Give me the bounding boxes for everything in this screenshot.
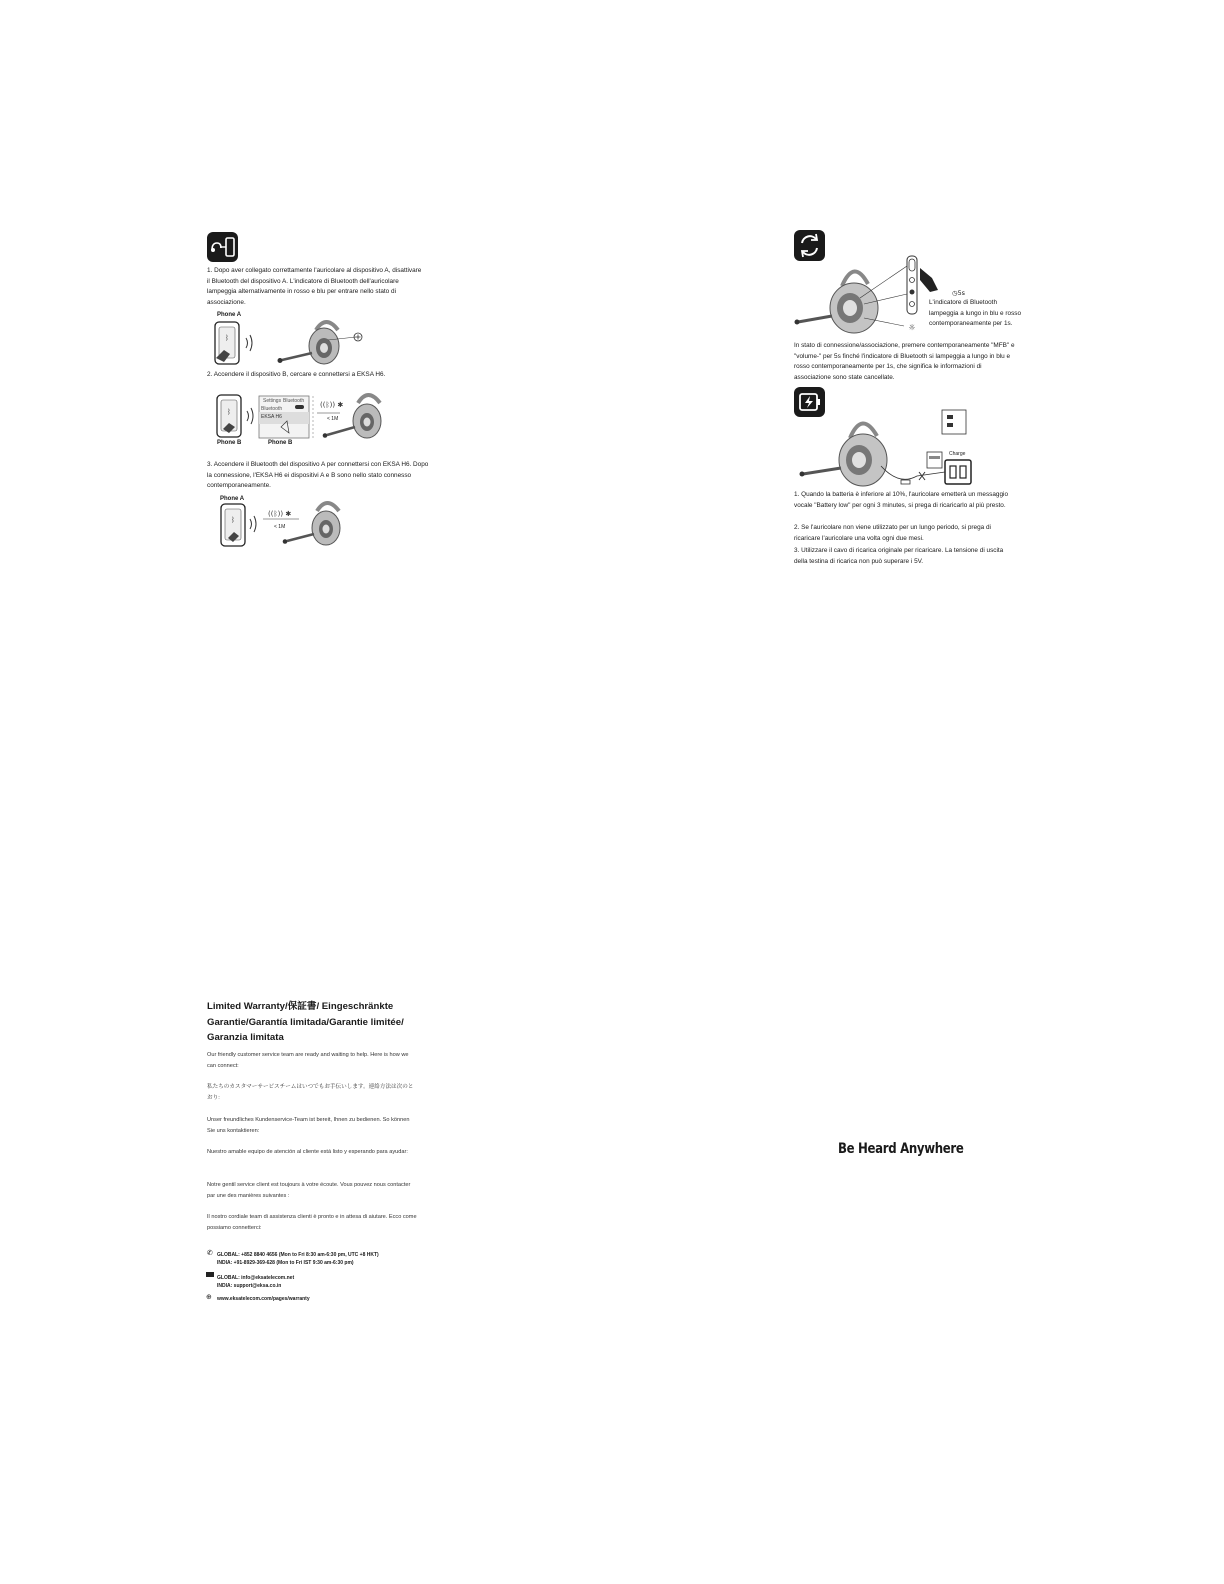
phone-icon: ✆: [207, 1249, 213, 1257]
email-icon: [206, 1272, 214, 1277]
bluetooth-toggle-label: Bluetooth: [261, 406, 283, 412]
svg-text:ᛒ: ᛒ: [230, 516, 236, 524]
pairing-step-1: 1. Dopo aver collegato correttamente l'auricolare al dispositivo A, disattivare il Bluetooth del dispositivo A. L'indicatore di Bluetooth dell'auricolare lampeggia alternativamente in rosso e blu per entrare nello stato di associazione.: [207, 267, 422, 306]
hold-duration-label: ◷5s: [952, 289, 965, 297]
svg-text:ᛒ: ᛒ: [224, 334, 230, 342]
phone-b-illustration: [215, 393, 395, 447]
charging-note-3: 3. Utilizzare il cavo di ricarica originale per ricaricare. La tensione di uscita della testina di ricarica non può superare i 5V.: [794, 547, 1004, 565]
warranty-text-en: Our friendly customer service team are ready and waiting to help. Here is how we can connect:: [207, 1052, 409, 1069]
email-global[interactable]: GLOBAL: info@eksatelecom.net: [217, 1275, 295, 1281]
email-india[interactable]: INDIA: support@eksa.co.in: [217, 1283, 282, 1289]
charging-illustration: [795, 410, 975, 490]
device-list-entry: EKSA H6: [261, 414, 282, 420]
pairing-step-2: 2. Accendere il dispositivo B, cercare e connettersi a EKSA H6.: [207, 371, 386, 378]
settings-label: Settings: [263, 398, 282, 404]
globe-icon: ⊕: [206, 1293, 212, 1301]
warranty-text-de: Unser freundliches Kundenservice-Team ist bereit, Ihnen zu bedienen. So können Sie uns kontaktieren:: [207, 1117, 410, 1134]
reset-paragraph: In stato di connessione/associazione, premere contemporaneamente "MFB" e "volume-" per 5s finché l'indicatore di Bluetooth si lampeggia a lungo in blu e rosso contemporaneamente per 1s, che significa le informazioni di associazione sono state cancellate.: [794, 342, 1015, 381]
svg-text:ᛒ: ᛒ: [226, 408, 232, 416]
charge-label: Charge: [949, 451, 966, 457]
phone-a-label: Phone A: [217, 312, 242, 318]
phone-b-label-settings: Phone B: [268, 440, 293, 446]
charging-note-2: 2. Se l'auricolare non viene utilizzato per un lungo periodo, si prega di ricaricare l'auricolare una volta ogni due mesi.: [794, 524, 991, 542]
svg-text:☼: ☼: [908, 323, 916, 332]
bluetooth-header-label: Bluetooth: [283, 398, 305, 404]
phone-a-label-2: Phone A: [220, 496, 245, 502]
phone-india: INDIA: +91-8929-369-628 (Mon to Fri IST 9:30 am-6:30 pm): [217, 1260, 354, 1266]
phone-global: GLOBAL: +852 8840 4656 (Mon to Fri 8:30 am-6:30 pm, UTC +8 HKT): [217, 1252, 379, 1258]
distance-label-2: < 1M: [274, 524, 286, 530]
charging-note-1: 1. Quando la batteria è inferiore al 10%, l'auricolare emetterà un messaggio vocale "Battery low" per ogni 3 minutes, si prega di ricaricarlo al più presto.: [794, 491, 1009, 509]
phone-a-illustration: [212, 320, 362, 372]
brand-tagline: Be Heard Anywhere: [838, 1141, 964, 1157]
distance-label: < 1M: [327, 416, 339, 422]
warranty-title: Limited Warranty/保証書/ Eingeschränkte Garantie/Garantía limitada/Garantie limitée/ Garanzia limitata: [207, 1001, 404, 1043]
bt-status-icons: ((ᛒ)) ✱: [320, 401, 344, 409]
pairing-step-3: 3. Accendere il Bluetooth del dispositivo A per connettersi con EKSA H6. Dopo la connessione, l'EKSA H6 ei dispositivi A e B sono nello stato connesso contemporaneamente.: [207, 461, 429, 490]
reset-indicator-text: L'indicatore di Bluetooth lampeggia a lungo in blu e rosso contemporaneamente per 1s.: [929, 299, 1022, 328]
multipoint-icon: [207, 232, 238, 262]
warranty-text-es: Nuestro amable equipo de atención al cliente está listo y esperando para ayudar:: [207, 1149, 408, 1155]
warranty-text-it: Il nostro cordiale team di assistenza clienti è pronto e in attesa di aiutare. Ecco come possiamo connetterci:: [207, 1214, 417, 1231]
hold-duration-value: 5s: [957, 289, 965, 297]
warranty-website[interactable]: www.eksatelecom.com/pages/warranty: [217, 1296, 310, 1302]
warranty-text-fr: Notre gentil service client est toujours à votre écoute. Vous pouvez nous contacter par une des manières suivantes :: [207, 1182, 411, 1199]
warranty-text-ja: 私たちのカスタマーサービスチームはいつでもお手伝いします。連絡方法は次のとおり:: [207, 1084, 414, 1101]
bt-status-icons-2: ((ᛒ)) ✱: [268, 510, 292, 518]
phone-b-label: Phone B: [217, 440, 242, 446]
